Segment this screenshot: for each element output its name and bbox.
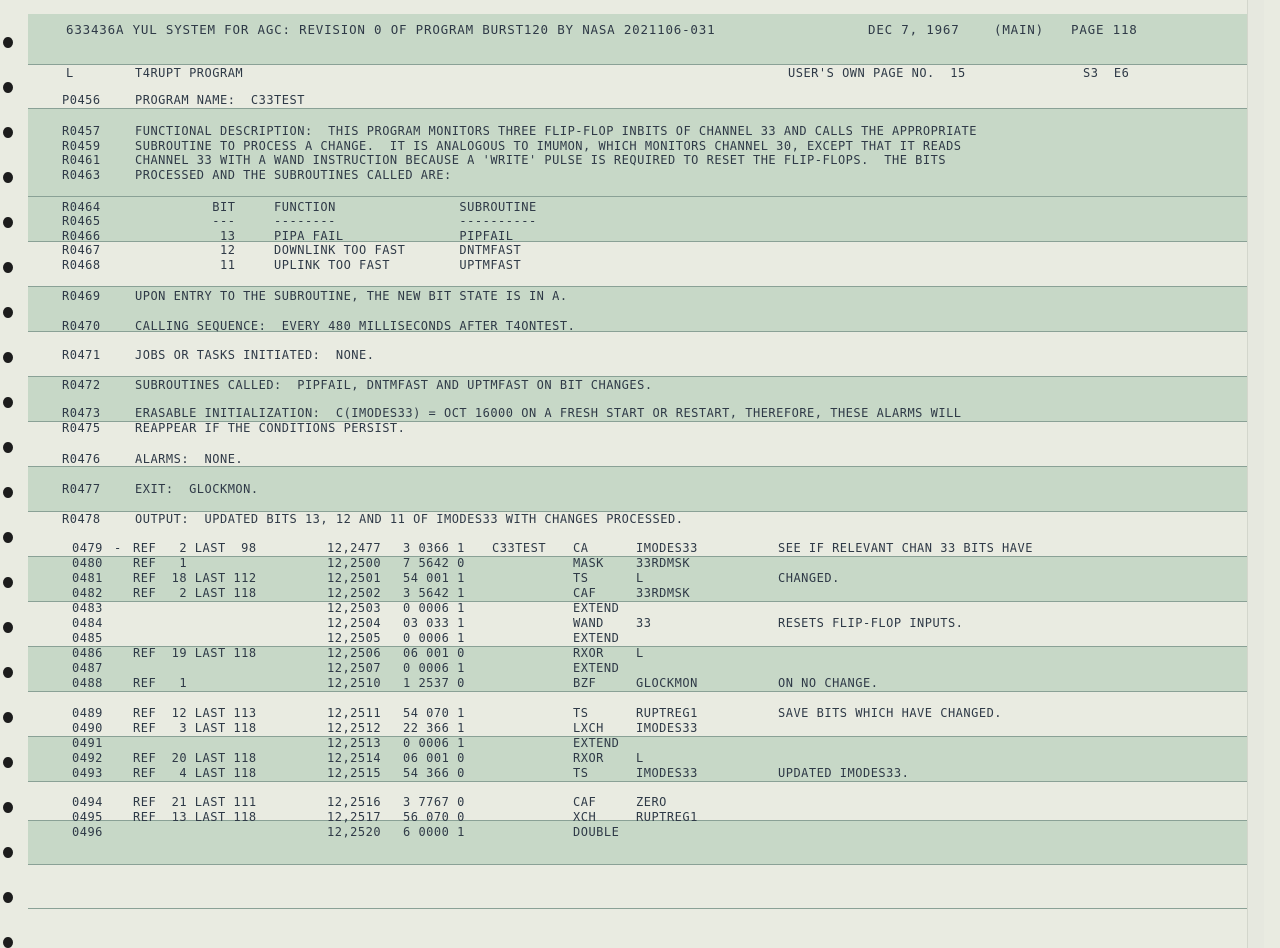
line-number: 0487 xyxy=(72,661,103,675)
line-number: 0484 xyxy=(72,616,103,630)
ref-text: REF 2 LAST 98 xyxy=(133,541,257,555)
opcode: WAND xyxy=(573,616,604,630)
comment-text: SUBROUTINE TO PROCESS A CHANGE. IT IS ANALOGOUS TO IMUMON, WHICH MONITORS CHANNEL 30, EXCEPT THAT IT READS xyxy=(135,139,962,153)
code-comment: CHANGED. xyxy=(778,571,840,585)
feed-hole xyxy=(3,442,13,453)
line-number: 0492 xyxy=(72,751,103,765)
address: 12,2513 xyxy=(327,736,382,750)
opcode: CAF xyxy=(573,586,597,600)
address: 12,2502 xyxy=(327,586,382,600)
opcode: TS xyxy=(573,706,589,720)
octal-word: 1 2537 0 xyxy=(403,676,465,690)
ref-text: REF 1 xyxy=(133,676,188,690)
user-page-number: USER'S OWN PAGE NO. 15 xyxy=(788,66,966,80)
comment-text: CHANNEL 33 WITH A WAND INSTRUCTION BECAUSE A 'WRITE' PULSE IS REQUIRED TO RESET THE FLIP-FLOPS. THE BITS xyxy=(135,153,947,167)
comment-text: SUBROUTINES CALLED: PIPFAIL, DNTMFAST AND UPTMFAST ON BIT CHANGES. xyxy=(135,378,653,392)
address: 12,2504 xyxy=(327,616,382,630)
opcode: MASK xyxy=(573,556,604,570)
feed-hole xyxy=(3,667,13,678)
line-number: 0495 xyxy=(72,810,103,824)
rule-line xyxy=(28,908,1264,909)
octal-word: 3 5642 1 xyxy=(403,586,465,600)
sheet-mark: S3 E6 xyxy=(1083,66,1130,80)
comment-text: 12 DOWNLINK TOO FAST DNTMFAST xyxy=(135,243,522,257)
comment-text: ALARMS: NONE. xyxy=(135,452,244,466)
rule-line xyxy=(28,64,1264,65)
comment-text: PROCESSED AND THE SUBROUTINES CALLED ARE: xyxy=(135,168,452,182)
line-number: R0457 xyxy=(62,124,101,138)
line-number: R0468 xyxy=(62,258,101,272)
address: 12,2512 xyxy=(327,721,382,735)
rule-line xyxy=(28,864,1264,865)
octal-word: 0 0006 1 xyxy=(403,601,465,615)
opcode: EXTEND xyxy=(573,601,620,615)
operand: RUPTREG1 xyxy=(636,810,698,824)
opcode: RXOR xyxy=(573,751,604,765)
octal-word: 6 0000 1 xyxy=(403,825,465,839)
listing-sheet xyxy=(28,0,1264,948)
comment-text: PROGRAM NAME: C33TEST xyxy=(135,93,305,107)
address: 12,2503 xyxy=(327,601,382,615)
operand: IMODES33 xyxy=(636,766,698,780)
operand: L xyxy=(636,646,644,660)
line-number: R0463 xyxy=(62,168,101,182)
address: 12,2506 xyxy=(327,646,382,660)
octal-word: 7 5642 0 xyxy=(403,556,465,570)
line-number: R0470 xyxy=(62,319,101,333)
opcode: TS xyxy=(573,571,589,585)
line-number: R0476 xyxy=(62,452,101,466)
feed-hole xyxy=(3,127,13,138)
green-band xyxy=(28,820,1264,864)
opcode: EXTEND xyxy=(573,631,620,645)
rule-line xyxy=(28,108,1264,109)
feed-hole xyxy=(3,397,13,408)
ref-text: REF 2 LAST 118 xyxy=(133,586,257,600)
opcode: TS xyxy=(573,766,589,780)
octal-word: 22 366 1 xyxy=(403,721,465,735)
octal-word: 56 070 0 xyxy=(403,810,465,824)
line-number: 0491 xyxy=(72,736,103,750)
feed-hole xyxy=(3,487,13,498)
octal-word: 0 0006 1 xyxy=(403,631,465,645)
rule-line xyxy=(28,376,1264,377)
line-number: R0478 xyxy=(62,512,101,526)
comment-text: OUTPUT: UPDATED BITS 13, 12 AND 11 OF IMODES33 WITH CHANGES PROCESSED. xyxy=(135,512,684,526)
line-number: 0494 xyxy=(72,795,103,809)
address: 12,2501 xyxy=(327,571,382,585)
opcode: DOUBLE xyxy=(573,825,620,839)
address: 12,2520 xyxy=(327,825,382,839)
address: 12,2517 xyxy=(327,810,382,824)
line-number: 0480 xyxy=(72,556,103,570)
rule-line xyxy=(28,736,1264,737)
line-number: R0473 xyxy=(62,406,101,420)
line-number: R0461 xyxy=(62,153,101,167)
ref-text: REF 18 LAST 112 xyxy=(133,571,257,585)
feed-hole xyxy=(3,172,13,183)
operand: RUPTREG1 xyxy=(636,706,698,720)
operand: 33 xyxy=(636,616,652,630)
address: 12,2511 xyxy=(327,706,382,720)
code-comment: SAVE BITS WHICH HAVE CHANGED. xyxy=(778,706,1003,720)
feed-hole xyxy=(3,937,13,948)
log-section-code: L xyxy=(66,66,74,80)
feed-hole xyxy=(3,217,13,228)
line-number: 0496 xyxy=(72,825,103,839)
octal-word: 03 033 1 xyxy=(403,616,465,630)
address: 12,2510 xyxy=(327,676,382,690)
opcode: LXCH xyxy=(573,721,604,735)
address: 12,2507 xyxy=(327,661,382,675)
feed-hole xyxy=(3,352,13,363)
code-comment: SEE IF RELEVANT CHAN 33 BITS HAVE xyxy=(778,541,1033,555)
line-number: 0483 xyxy=(72,601,103,615)
address: 12,2516 xyxy=(327,795,382,809)
address: 12,2514 xyxy=(327,751,382,765)
operand: IMODES33 xyxy=(636,541,698,555)
line-number: R0459 xyxy=(62,139,101,153)
feed-hole xyxy=(3,37,13,48)
code-comment: RESETS FLIP-FLOP INPUTS. xyxy=(778,616,964,630)
line-number: R0465 xyxy=(62,214,101,228)
ref-text: REF 12 LAST 113 xyxy=(133,706,257,720)
code-comment: ON NO CHANGE. xyxy=(778,676,879,690)
comment-text: CALLING SEQUENCE: EVERY 480 MILLISECONDS AFTER T4ONTEST. xyxy=(135,319,576,333)
opcode: EXTEND xyxy=(573,661,620,675)
feed-hole xyxy=(3,577,13,588)
paper-edge xyxy=(1247,0,1264,948)
header-page: PAGE 118 xyxy=(1071,22,1138,37)
line-number: 0486 xyxy=(72,646,103,660)
code-label: C33TEST xyxy=(492,541,547,555)
octal-word: 0 0006 1 xyxy=(403,736,465,750)
feed-hole xyxy=(3,82,13,93)
address: 12,2505 xyxy=(327,631,382,645)
rule-line xyxy=(28,781,1264,782)
operand: 33RDMSK xyxy=(636,556,691,570)
octal-word: 54 070 1 xyxy=(403,706,465,720)
address: 12,2477 xyxy=(327,541,382,555)
rule-line xyxy=(28,466,1264,467)
opcode: XCH xyxy=(573,810,597,824)
line-number: R0471 xyxy=(62,348,101,362)
line-number: R0475 xyxy=(62,421,101,435)
feed-hole xyxy=(3,307,13,318)
ref-text: REF 21 LAST 111 xyxy=(133,795,257,809)
opcode: BZF xyxy=(573,676,597,690)
line-number: R0464 xyxy=(62,200,101,214)
comment-text: BIT FUNCTION SUBROUTINE xyxy=(135,200,537,214)
feed-hole xyxy=(3,847,13,858)
comment-text: FUNCTIONAL DESCRIPTION: THIS PROGRAM MONITORS THREE FLIP-FLOP INBITS OF CHANNEL 33 AND CALLS THE APPROPRIATE xyxy=(135,124,977,138)
feed-hole xyxy=(3,802,13,813)
ref-text: REF 20 LAST 118 xyxy=(133,751,257,765)
opcode: CA xyxy=(573,541,589,555)
ref-text: REF 1 xyxy=(133,556,188,570)
opcode: RXOR xyxy=(573,646,604,660)
opcode: EXTEND xyxy=(573,736,620,750)
rule-line xyxy=(28,691,1264,692)
header-title: 633436A YUL SYSTEM FOR AGC: REVISION 0 OF PROGRAM BURST120 BY NASA 2021106-031 xyxy=(66,22,716,37)
octal-word: 06 001 0 xyxy=(403,646,465,660)
comment-text: ERASABLE INITIALIZATION: C(IMODES33) = OCT 16000 ON A FRESH START OR RESTART, THEREFORE, THESE ALARMS WILL xyxy=(135,406,962,420)
line-number: R0466 xyxy=(62,229,101,243)
line-number: 0488 xyxy=(72,676,103,690)
address: 12,2500 xyxy=(327,556,382,570)
feed-hole xyxy=(3,712,13,723)
operand: L xyxy=(636,751,644,765)
octal-word: 0 0006 1 xyxy=(403,661,465,675)
comment-text: --- -------- ---------- xyxy=(135,214,537,228)
rule-line xyxy=(28,286,1264,287)
line-number: R0467 xyxy=(62,243,101,257)
line-number: 0490 xyxy=(72,721,103,735)
opcode: CAF xyxy=(573,795,597,809)
comment-text: 11 UPLINK TOO FAST UPTMFAST xyxy=(135,258,522,272)
line-number: 0481 xyxy=(72,571,103,585)
octal-word: 3 7767 0 xyxy=(403,795,465,809)
feed-hole xyxy=(3,622,13,633)
operand: IMODES33 xyxy=(636,721,698,735)
rule-line xyxy=(28,196,1264,197)
ref-text: REF 13 LAST 118 xyxy=(133,810,257,824)
ref-text: REF 19 LAST 118 xyxy=(133,646,257,660)
comment-text: EXIT: GLOCKMON. xyxy=(135,482,259,496)
line-number: P0456 xyxy=(62,93,101,107)
comment-text: 13 PIPA FAIL PIPFAIL xyxy=(135,229,514,243)
line-number: 0485 xyxy=(72,631,103,645)
line-number: R0469 xyxy=(62,289,101,303)
octal-word: 54 366 0 xyxy=(403,766,465,780)
code-comment: UPDATED IMODES33. xyxy=(778,766,910,780)
octal-word: 54 001 1 xyxy=(403,571,465,585)
comment-text: JOBS OR TASKS INITIATED: NONE. xyxy=(135,348,375,362)
comment-text: UPON ENTRY TO THE SUBROUTINE, THE NEW BIT STATE IS IN A. xyxy=(135,289,568,303)
octal-word: 06 001 0 xyxy=(403,751,465,765)
line-dash: - xyxy=(114,541,122,555)
ref-text: REF 4 LAST 118 xyxy=(133,766,257,780)
log-section-title: T4RUPT PROGRAM xyxy=(135,66,244,80)
operand: ZERO xyxy=(636,795,667,809)
rule-line xyxy=(28,601,1264,602)
feed-hole xyxy=(3,532,13,543)
line-number: 0489 xyxy=(72,706,103,720)
feed-hole xyxy=(3,892,13,903)
operand: 33RDMSK xyxy=(636,586,691,600)
feed-hole xyxy=(3,262,13,273)
feed-hole xyxy=(3,757,13,768)
header-main: (MAIN) xyxy=(994,22,1044,37)
line-number: R0477 xyxy=(62,482,101,496)
operand: GLOCKMON xyxy=(636,676,698,690)
operand: L xyxy=(636,571,644,585)
line-number: 0479 xyxy=(72,541,103,555)
line-number: 0482 xyxy=(72,586,103,600)
line-number: R0472 xyxy=(62,378,101,392)
address: 12,2515 xyxy=(327,766,382,780)
line-number: 0493 xyxy=(72,766,103,780)
octal-word: 3 0366 1 xyxy=(403,541,465,555)
ref-text: REF 3 LAST 118 xyxy=(133,721,257,735)
header-date: DEC 7, 1967 xyxy=(868,22,960,37)
comment-text: REAPPEAR IF THE CONDITIONS PERSIST. xyxy=(135,421,406,435)
